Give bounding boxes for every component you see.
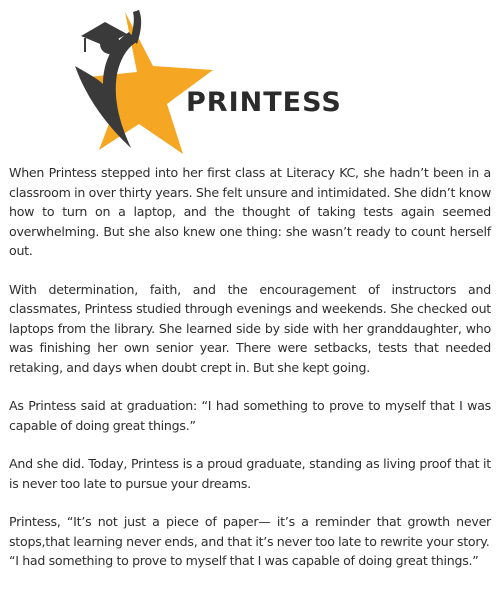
story-paragraph: And she did. Today, Printess is a proud graduate, standing as living proof that it is never too late to pursue your dreams. (9, 456, 491, 491)
story-paragraph: As Printess said at graduation: “I had something to prove to myself that I was capable of doing great things.” (9, 398, 491, 433)
closing-quote (9, 512, 491, 571)
story-paragraph: When Printess stepped into her first class at Literacy KC, she hadn’t been in a classroom in over thirty years. She felt unsure and intimidated. She didn’t know how to turn on a laptop, and the thought of taking tests again seemed overwhelming. But she also knew one thing: she wasn’t ready to count herself out. (9, 165, 491, 258)
closing-quote-line: “I had something to prove to myself that I was capable of doing great things.” (9, 553, 479, 568)
story-paragraph: With determination, faith, and the encouragement of instructors and classmates, Printess studied through evenings and weekends. She checked out laptops from the library. She learned side by side with her granddaughter, who was finishing her own senior year. There were setbacks, tests that needed retaking, and days when doubt crept in. But she kept going. (9, 281, 491, 375)
page-title: PRINTESS (186, 87, 342, 118)
graduate-star-icon (55, 4, 215, 156)
story-body (9, 163, 491, 590)
header (0, 0, 500, 160)
closing-quote-line: Printess, “It’s not just a piece of paper— it’s a reminder that growth never stops,that learning never ends, and that it’s never too late to rewrite your story. (9, 514, 491, 549)
